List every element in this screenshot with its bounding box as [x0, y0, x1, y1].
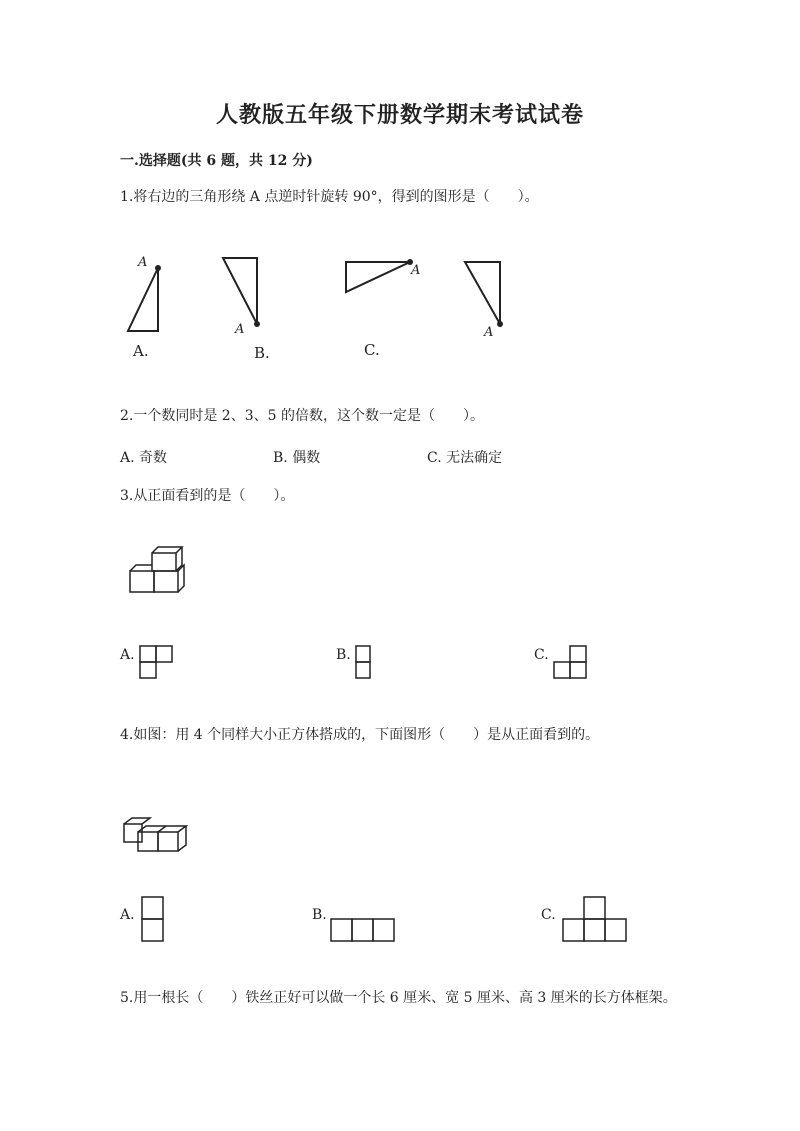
q1-option-c[interactable]: C.	[364, 341, 380, 359]
extra-point-label: A	[484, 325, 494, 340]
q3-option-a[interactable]: A.	[120, 647, 135, 663]
q4-option-b[interactable]: B.	[312, 907, 327, 923]
page-title: 人教版五年级下册数学期末考试试卷	[215, 102, 584, 128]
option-b-point-label: A	[235, 322, 245, 337]
q1-option-b[interactable]: B.	[254, 344, 270, 362]
option-c-point-label: A	[411, 263, 421, 278]
q4-option-c[interactable]: C.	[541, 907, 556, 923]
q2-option-c[interactable]: C. 无法确定	[427, 450, 503, 466]
q4-option-a[interactable]: A.	[120, 907, 135, 923]
question-2-text: 2.一个数同时是 2、3、5 的倍数，这个数一定是（ ）。	[120, 408, 484, 424]
question-4-text: 4.如图：用 4 个同样大小正方体搭成的，下面图形（ ）是从正面看到的。	[120, 727, 600, 743]
question-3-text: 3.从正面看到的是（ ）。	[120, 488, 295, 504]
q3-option-b[interactable]: B.	[336, 647, 351, 663]
q3-option-c[interactable]: C.	[534, 647, 549, 663]
q2-option-a[interactable]: A. 奇数	[120, 450, 168, 466]
q1-option-a[interactable]: A.	[133, 342, 149, 360]
q2-option-b[interactable]: B. 偶数	[273, 450, 321, 466]
question-1-text: 1.将右边的三角形绕 A 点逆时针旋转 90°，得到的图形是（ ）。	[120, 189, 539, 205]
question-5-text: 5.用一根长（ ）铁丝正好可以做一个长 6 厘米、宽 5 厘米、高 3 厘米的长方体框架。	[120, 990, 677, 1006]
section-heading: 一.选择题(共 6 题，共 12 分)	[120, 153, 313, 169]
point-a-label: A	[138, 255, 148, 270]
